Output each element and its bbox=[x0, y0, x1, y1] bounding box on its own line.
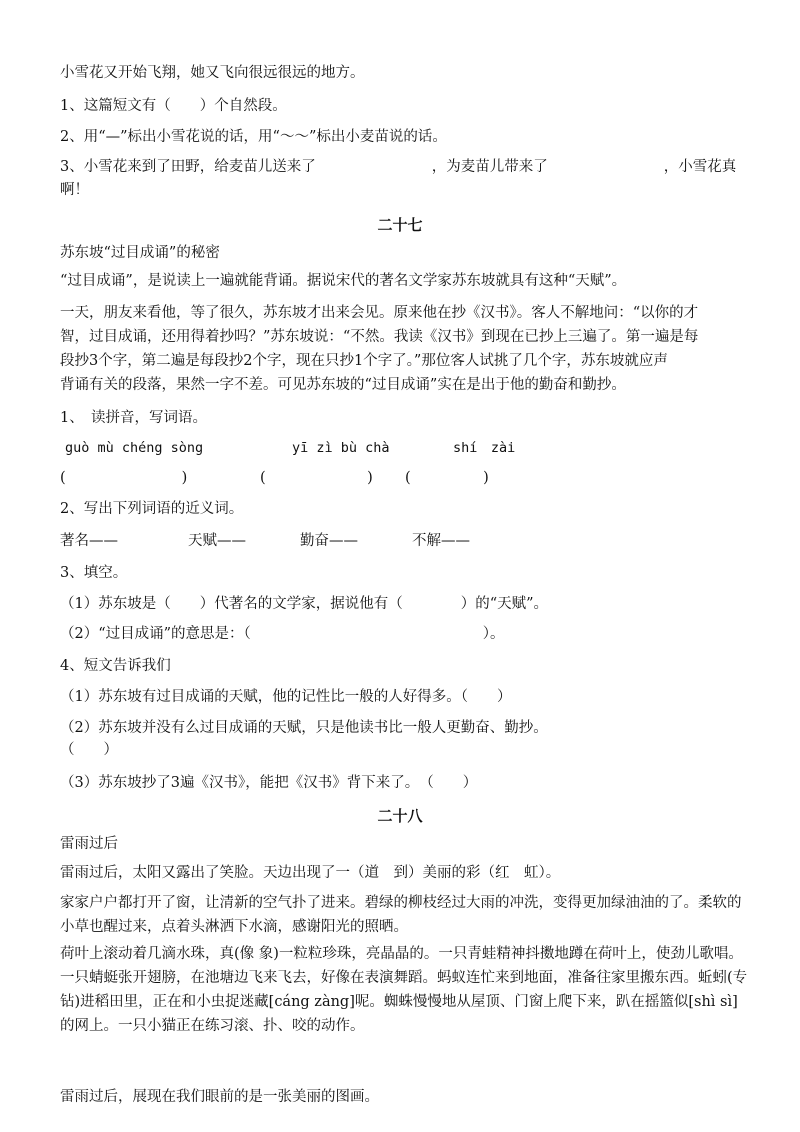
s27-heading: 二十七 bbox=[377, 216, 423, 234]
s27-title: 苏东坡“过目成诵”的秘密 bbox=[60, 245, 220, 261]
fill-item-2: （2）“过目成诵”的意思是：（ ）。 bbox=[60, 626, 505, 642]
judge-item-2: （2）苏东坡并没有么过目成诵的天赋，只是他读书比一般人更勤奋、勤抄。 bbox=[60, 720, 548, 736]
s27-question-3: 3、填空。 bbox=[60, 565, 128, 581]
s27-paragraph-2-l2: 智，过目成诵，还用得着抄吗？”苏东坡说：“不然。我读《汉书》到现在已抄上三遍了。第一遍是每 bbox=[60, 329, 699, 345]
answer-bracket[interactable]: ( ) bbox=[260, 470, 373, 486]
s28-paragraph-2: 家家户户都打开了窗，让清新的空气扑了进来。碧绿的柳枝经过大雨的冲洗，变得更加绿油油的了。柔软的小草也醒过来，点着头淋洒下水滴，感谢阳光的照晒。 bbox=[60, 895, 742, 935]
s26-question-3: 3、小雪花来到了田野，给麦苗儿送来了 ，为麦苗儿带来了 ，小雪花真 bbox=[60, 159, 737, 175]
synonym-item: 不解—— bbox=[412, 533, 470, 549]
s26-line: 小雪花又开始飞翔，她又飞向很远很远的地方。 bbox=[60, 65, 365, 81]
s26-question-2: 2、用“—”标出小雪花说的话，用“～～”标出小麦苗说的话。 bbox=[60, 129, 447, 145]
s27-paragraph-2-l3: 段抄3个字，第二遍是每段抄2个字，现在只抄1个字了。”那位客人试挑了几个字，苏东坡就应声 bbox=[60, 353, 668, 369]
synonym-item: 著名—— bbox=[60, 533, 118, 549]
judge-item-3: （3）苏东坡抄了3遍《汉书》，能把《汉书》背下来了。 （ ） bbox=[60, 775, 478, 791]
pinyin-item: guò mù chéng sòng bbox=[65, 440, 204, 456]
s26-question-1: 1、这篇短文有（ ）个自然段。 bbox=[60, 98, 287, 114]
s28-heading: 二十八 bbox=[377, 807, 423, 825]
judge-item-1: （1）苏东坡有过目成诵的天赋，他的记性比一般的人好得多。（ ） bbox=[60, 689, 512, 705]
s26-question-3-cont: 啊！ bbox=[60, 182, 89, 198]
pinyin-item: yī zì bù chà bbox=[292, 440, 390, 456]
s27-paragraph-2-l4: 背诵有关的段落，果然一字不差。可见苏东坡的“过目成诵”实在是出于他的勤奋和勤抄。 bbox=[60, 377, 626, 393]
s27-question-2: 2、写出下列词语的近义词。 bbox=[60, 501, 244, 517]
s27-paragraph-1: “过目成诵”，是说读上一遍就能背诵。据说宋代的著名文学家苏东坡就具有这种“天赋”。 bbox=[60, 273, 627, 289]
s27-question-1: 1、 读拼音，写词语。 bbox=[60, 410, 207, 426]
s28-paragraph-3: 荷叶上滚动着几滴水珠，真(像 象)一粒粒珍珠，亮晶晶的。一只青蛙精神抖擞地蹲在荷叶上，使劲儿歌唱。一只蜻蜓张开翅膀，在池塘边飞来飞去，好像在表演舞蹈。蚂蚁连忙来到地面，准备往家里搬东西。蚯蚓(专 钻)进稻田里，正在和小虫捉迷藏[cáng zàng]呢。蜘蛛慢慢地从屋顶、门窗上爬下来，趴在摇篮似[shì sì]的网上。一只小猫正在练习滚、扑、咬的动作。 bbox=[60, 946, 748, 1034]
answer-bracket[interactable]: ( ) bbox=[60, 470, 188, 486]
s28-paragraph-4: 雷雨过后，展现在我们眼前的是一张美丽的图画。 bbox=[60, 1089, 379, 1105]
s27-question-4: 4、短文告诉我们 bbox=[60, 658, 171, 674]
judge-item-2-bracket: （ ） bbox=[60, 742, 118, 758]
fill-item-1: （1）苏东坡是（ ）代著名的文学家，据说他有（ ）的“天赋”。 bbox=[60, 596, 549, 612]
s28-title: 雷雨过后 bbox=[60, 836, 118, 852]
s28-paragraph-1: 雷雨过后，太阳又露出了笑脸。天边出现了一（道 到）美丽的彩（红 虹）。 bbox=[60, 865, 561, 881]
s27-paragraph-2-l1: 一天，朋友来看他，等了很久，苏东坡才出来会见。原来他在抄《汉书》。客人不解地问：“以你的才 bbox=[60, 305, 699, 321]
pinyin-item: shí zài bbox=[453, 440, 516, 456]
answer-bracket[interactable]: ( ) bbox=[405, 470, 489, 486]
synonym-item: 勤奋—— bbox=[300, 533, 358, 549]
synonym-item: 天赋—— bbox=[188, 533, 246, 549]
